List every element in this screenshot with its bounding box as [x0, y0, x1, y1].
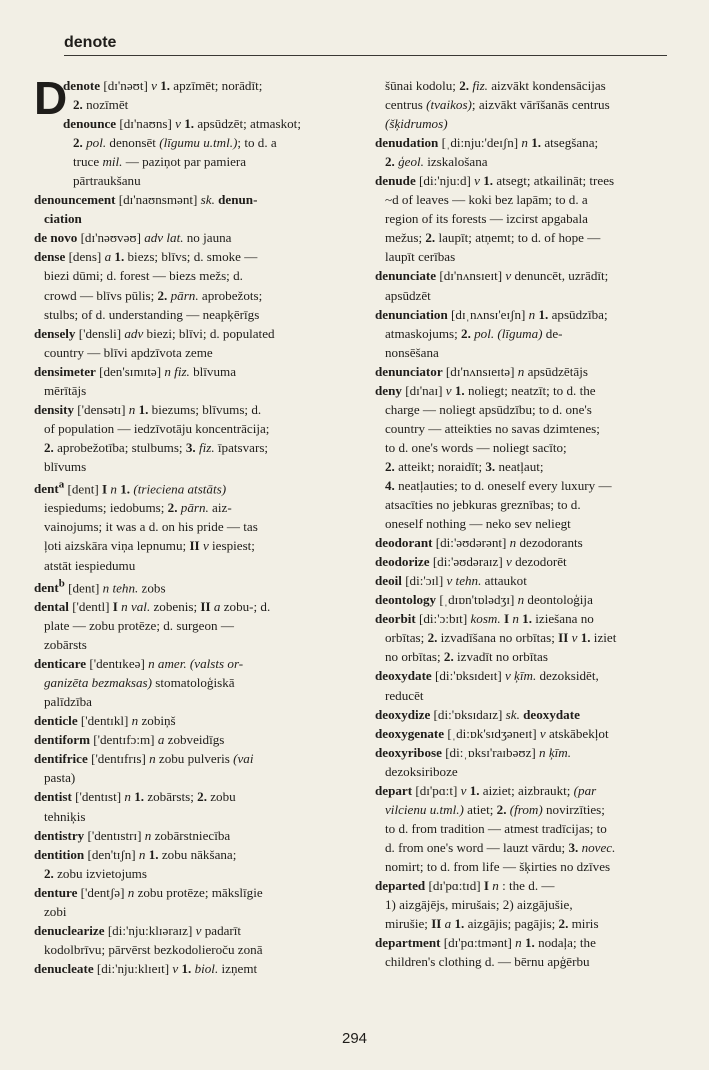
left-entries: [34, 72, 351, 978]
entry-line: ganizēta bezmaksas) stomatoloģiskā: [44, 675, 235, 691]
entry-line: reducēt: [385, 687, 424, 703]
dictionary-entry: [375, 666, 663, 704]
entry-line: dental ['dentl] I n val. zobenis; II a zobu-; d.: [34, 598, 271, 614]
dictionary-entry: [375, 705, 663, 724]
entry-line: no orbītas; 2. izvadīt no orbītas: [385, 649, 548, 665]
entry-line: nomirt; to d. from life — šķirties no dzīves: [385, 858, 611, 874]
entry-line: centrus (tvaikos); aizvākt vārīšanās centrus: [385, 97, 610, 113]
dictionary-entry: [34, 400, 351, 476]
entry-line: palīdzība: [44, 694, 92, 710]
dictionary-entry: [34, 114, 351, 190]
dictionary-entry: [34, 749, 351, 787]
entry-line: ~d of leaves — koki bez lapām; to d. a: [385, 192, 588, 208]
entry-line: denounce [dɪ'naʊns] v 1. apsūdzēt; atmaskot;: [63, 116, 301, 132]
dictionary-entry: [34, 228, 351, 247]
entry-line: iespiedums; iedobums; 2. pārn. aiz-: [44, 500, 232, 516]
dictionary-entry: [375, 533, 663, 552]
entry-line: pārtraukšanu: [73, 173, 141, 189]
entry-line: department [dɪ'pɑ:tmənt] n 1. nodaļa; the: [375, 935, 596, 951]
dictionary-entry: [375, 876, 663, 933]
entry-line: orbītas; 2. izvadīšana no orbītas; II v 1. iziet: [385, 630, 617, 646]
entry-line: deoil [di:'ɔɪl] v tehn. attaukot: [375, 573, 527, 589]
entry-line: deoxydize [di:'ɒksɪdaɪz] sk. deoxydate: [375, 706, 580, 722]
entry-line: 2. zobu izvietojums: [44, 865, 147, 881]
dictionary-entry: [34, 76, 351, 114]
entry-line: charge — noliegt apsūdzību; to d. one's: [385, 401, 592, 417]
entry-line: ciation: [44, 211, 82, 227]
dictionary-entry: [375, 933, 663, 971]
entry-line: denote [dɪ'nəʊt] v 1. apzīmēt; norādīt;: [63, 78, 263, 93]
entry-line: depart [dɪ'pɑ:t] v 1. aiziet; aizbraukt; (par: [375, 782, 597, 798]
entry-line: 2. nozīmēt: [73, 97, 129, 113]
entry-line: country — atteikties no savas dzimtenes;: [385, 420, 600, 436]
entry-line: departed [dɪ'pɑ:tɪd] I n : the d. —: [375, 877, 555, 893]
dictionary-entry: [375, 781, 663, 876]
entry-line: stulbs; of d. understanding — neapķērīgs: [44, 306, 260, 322]
dictionary-entry: [34, 324, 351, 362]
entry-line: denunciate [dɪ'nʌnsɪeɪt] v denuncēt, uzrādīt;: [375, 268, 609, 284]
dictionary-entry: [34, 826, 351, 845]
dictionary-entry: [375, 609, 663, 666]
dictionary-entry: [375, 305, 663, 362]
dictionary-entry: [34, 654, 351, 711]
entry-line: 1) aizgājējs, mirušais; 2) aizgājušie,: [385, 897, 573, 913]
entry-line: deoxyribose [di:ˌɒksɪ'raɪbəʊz] n ķīm.: [375, 744, 572, 760]
dictionary-entry: [34, 247, 351, 323]
dictionary-entry: [34, 959, 351, 978]
entry-line: dentifrice ['dentɪfrɪs] n zobu pulveris (vai: [34, 751, 254, 767]
dictionary-entry: [34, 575, 351, 597]
entry-line: oneself nothing — neko sev neliegt: [385, 516, 571, 532]
entry-line: d. from one's word — lauzt vārdu; 3. novec.: [385, 839, 616, 855]
entry-line: denture ['dentʃə] n zobu protēze; mākslīgie: [34, 884, 263, 900]
dictionary-entry: [34, 476, 351, 575]
dictionary-entry: [375, 381, 663, 533]
entry-line: densimeter [den'sɪmɪtə] n fiz. blīvuma: [34, 363, 237, 379]
entry-line: denunciator [dɪ'nʌnsɪeɪtə] n apsūdzētājs: [375, 363, 588, 379]
dictionary-entry: [34, 883, 351, 921]
dictionary-entry: [375, 76, 663, 133]
entry-line: atstāt iespiedumu: [44, 557, 136, 573]
entry-line: denude [di:'nju:d] v 1. atsegt; atkailināt; trees: [375, 173, 615, 189]
entry-line: denticle ['dentɪkl] n zobiņš: [34, 713, 176, 729]
dictionary-entry: [34, 190, 351, 228]
dictionary-entry: [375, 571, 663, 590]
left-column: [34, 72, 351, 978]
entry-line: denuclearize [di:'nju:klɪəraɪz] v padarīt: [34, 922, 242, 938]
entry-line: 2. atteikt; noraidīt; 3. neatļaut;: [385, 458, 544, 474]
dictionary-entry: [34, 597, 351, 654]
entry-line: children's clothing d. — bērnu apģērbu: [385, 954, 590, 970]
entry-line: of population — iedzīvotāju koncentrācija;: [44, 420, 270, 436]
entry-line: to d. from tradition — atmest tradīcijas; to: [385, 820, 607, 836]
entry-line: dentistry ['dentɪstrɪ] n zobārstniecība: [34, 827, 231, 843]
entry-line: dense [dens] a 1. biezs; blīvs; d. smoke —: [34, 249, 258, 265]
entry-line: country — blīvi apdzīvota zeme: [44, 344, 213, 360]
entry-line: dent$^a$ [dent] I n 1. (trieciena atstāts): [34, 478, 227, 497]
right-column: [375, 76, 663, 971]
dictionary-entry: [34, 362, 351, 400]
dictionary-entry: [375, 171, 663, 266]
entry-line: region of its forests — izcirst apgabala: [385, 211, 588, 227]
entry-line: 4. neatļauties; to d. oneself every luxury —: [385, 477, 612, 493]
entry-line: denunciation [dɪˌnʌnsɪ'eɪʃn] n 1. apsūdzība;: [375, 306, 608, 322]
entry-line: deodorize [di:'əʊdəraɪz] v dezodorēt: [375, 554, 567, 570]
entry-line: deodorant [di:'əʊdərənt] n dezodorants: [375, 535, 583, 551]
entry-line: tehniķis: [44, 808, 86, 824]
dictionary-entry: [375, 266, 663, 304]
entry-line: denouncement [dɪ'naʊnsmənt] sk. denun-: [34, 192, 258, 208]
entry-line: denudation [ˌdi:nju:'deɪʃn] n 1. atsegšana;: [375, 135, 599, 151]
entry-line: (šķidrumos): [385, 116, 448, 132]
entry-line: 2. pol. denonsēt (līgumu u.tml.); to d. a: [73, 135, 277, 151]
entry-line: zobārsts: [44, 637, 87, 653]
dictionary-entry: [375, 590, 663, 609]
dictionary-entry: [34, 730, 351, 749]
entry-line: denticare ['dentɪkeə] n amer. (valsts or-: [34, 656, 244, 672]
dictionary-entry: [375, 743, 663, 781]
entry-line: densely ['densli] adv biezi; blīvi; d. populated: [34, 325, 275, 341]
entry-line: biezi dūmi; d. forest — biezs mežs; d.: [44, 268, 243, 284]
entry-line: vilcienu u.tml.) atiet; 2. (from) novirzīties;: [385, 801, 605, 817]
entry-line: pasta): [44, 770, 76, 786]
entry-line: deny [dɪ'naɪ] v 1. noliegt; neatzīt; to d. the: [375, 382, 596, 398]
entry-line: dent$^b$ [dent] n tehn. zobs: [34, 577, 166, 595]
dictionary-entry: [375, 133, 663, 171]
entry-line: deontology [ˌdɪɒn'tɒlədʒɪ] n deontoloģija: [375, 592, 593, 608]
dictionary-entry: [375, 724, 663, 743]
dictionary-entry: [375, 552, 663, 571]
page-header-word: denote: [64, 34, 117, 51]
dictionary-entry: [34, 845, 351, 883]
entry-line: blīvums: [44, 458, 87, 474]
entry-line: ļoti aizskāra viņa lepnumu; II v iespiest;: [44, 538, 255, 554]
entry-line: deoxygenate [ˌdi:ɒk'sɪdʒəneɪt] v atskābekļot: [375, 725, 609, 741]
entry-line: 2. aprobežotība; stulbums; 3. fiz. īpatsvars;: [44, 439, 269, 455]
entry-line: to d. one's words — noliegt sacīto;: [385, 439, 567, 455]
entry-line: atsacīties no jebkuras greznības; to d.: [385, 497, 581, 513]
entry-line: mirušie; II a 1. aizgājis; pagājis; 2. miris: [385, 916, 599, 932]
entry-line: 2. ģeol. izskalošana: [385, 154, 488, 170]
right-entries: [375, 76, 663, 971]
entry-line: dentiform ['dentɪfɔ:m] a zobveidīgs: [34, 732, 225, 748]
dictionary-entry: [34, 787, 351, 825]
entry-line: šūnai kodolu; 2. fiz. aizvākt kondensācijas: [385, 78, 606, 93]
entry-line: dezoksiriboze: [385, 763, 458, 779]
entry-line: kodolbrīvu; pārvērst bezkodolieroču zonā: [44, 941, 263, 957]
entry-line: de novo [dɪ'nəʊvəʊ] adv lat. no jauna: [34, 230, 232, 246]
entry-line: zobi: [44, 903, 67, 919]
entry-line: deorbit [di:'ɔ:bɪt] kosm. I n 1. iziešana no: [375, 611, 594, 627]
entry-line: dentition [den'tɪʃn] n 1. zobu nākšana;: [34, 846, 237, 862]
entry-line: mežus; 2. laupīt; atņemt; to d. of hope —: [385, 230, 601, 246]
entry-line: laupīt cerības: [385, 249, 456, 265]
entry-line: mērītājs: [44, 382, 87, 398]
dictionary-entry: [375, 362, 663, 381]
entry-line: plate — zobu protēze; d. surgeon —: [44, 618, 234, 634]
entry-line: apsūdzēt: [385, 287, 431, 303]
entry-line: crowd — blīvs pūlis; 2. pārn. aprobežots;: [44, 287, 263, 303]
section-initial-letter: D: [34, 72, 68, 124]
entry-line: atmaskojums; 2. pol. (līguma) de-: [385, 325, 563, 341]
page-number: 294: [341, 1030, 368, 1047]
entry-line: denucleate [di:'nju:klɪeɪt] v 1. biol. izņemt: [34, 960, 258, 976]
entry-line: dentist ['dentɪst] n 1. zobārsts; 2. zobu: [34, 789, 236, 805]
entry-line: nonsēšana: [385, 344, 439, 360]
entry-line: vainojums; it was a d. on his pride — tas: [44, 519, 258, 535]
entry-line: density ['densətɪ] n 1. biezums; blīvums; d.: [34, 401, 262, 417]
header-rule: [64, 55, 667, 56]
dictionary-entry: [34, 921, 351, 959]
entry-line: deoxydate [di:'ɒksɪdeɪt] v ķīm. dezoksidēt,: [375, 668, 599, 684]
entry-line: truce mil. — paziņot par pamiera: [73, 154, 247, 170]
dictionary-entry: [34, 711, 351, 730]
